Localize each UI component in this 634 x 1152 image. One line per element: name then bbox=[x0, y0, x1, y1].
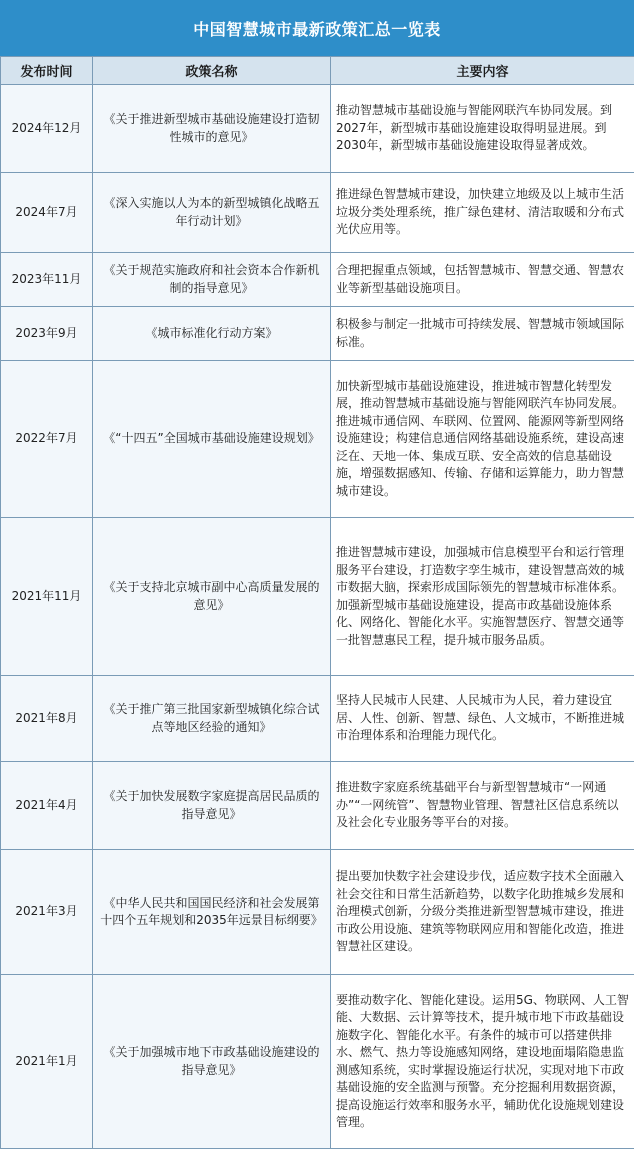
header-date: 发布时间 bbox=[1, 57, 93, 85]
row-content: 合理把握重点领域，包括智慧城市、智慧交通、智慧农业等新型基础设施项目。 bbox=[331, 253, 634, 307]
row-content: 推进绿色智慧城市建设，加快建立地级及以上城市生活垃圾分类处理系统，推广绿色建材、清洁取暖和分布式光伏应用等。 bbox=[331, 173, 634, 253]
row-policy-name: 《城市标准化行动方案》 bbox=[93, 307, 331, 361]
row-date: 2021年4月 bbox=[1, 762, 93, 850]
row-policy-name: 《关于推进新型城市基础设施建设打造韧性城市的意见》 bbox=[93, 85, 331, 173]
row-date: 2022年7月 bbox=[1, 361, 93, 518]
row-date: 2023年11月 bbox=[1, 253, 93, 307]
table-row bbox=[1, 253, 634, 307]
row-policy-name: 《关于加快发展数字家庭提高居民品质的指导意见》 bbox=[93, 762, 331, 850]
row-date: 2021年11月 bbox=[1, 518, 93, 676]
row-policy-name: 《中华人民共和国国民经济和社会发展第十四个五年规划和2035年远景目标纲要》 bbox=[93, 850, 331, 975]
header-content: 主要内容 bbox=[331, 57, 634, 85]
row-content: 推动智慧城市基础设施与智能网联汽车协同发展。到2027年，新型城市基础设施建设取得明显进展。到2030年，新型城市基础设施建设取得显著成效。 bbox=[331, 85, 634, 173]
table-row bbox=[1, 85, 634, 173]
row-policy-name: 《“十四五”全国城市基础设施建设规划》 bbox=[93, 361, 331, 518]
row-date: 2024年7月 bbox=[1, 173, 93, 253]
table-row bbox=[1, 975, 634, 1149]
row-policy-name: 《关于加强城市地下市政基础设施建设的指导意见》 bbox=[93, 975, 331, 1149]
table-row bbox=[1, 361, 634, 518]
row-content: 坚持人民城市人民建、人民城市为人民，着力建设宜居、人性、创新、智慧、绿色、人文城市，不断推进城市治理体系和治理能力现代化。 bbox=[331, 676, 634, 762]
row-date: 2021年1月 bbox=[1, 975, 93, 1149]
table-row bbox=[1, 850, 634, 975]
row-content: 提出要加快数字社会建设步伐，适应数字技术全面融入社会交往和日常生活新趋势，以数字化助推城乡发展和治理模式创新，分级分类推进新型智慧城市建设，推进市政公用设施、建筑等物联网应用和智能化改造，推进智慧社区建设。 bbox=[331, 850, 634, 975]
row-policy-name: 《深入实施以人为本的新型城镇化战略五年行动计划》 bbox=[93, 173, 331, 253]
row-policy-name: 《关于推广第三批国家新型城镇化综合试点等地区经验的通知》 bbox=[93, 676, 331, 762]
row-content: 积极参与制定一批城市可持续发展、智慧城市领域国际标准。 bbox=[331, 307, 634, 361]
row-date: 2024年12月 bbox=[1, 85, 93, 173]
policy-table bbox=[0, 56, 634, 1149]
page-title: 中国智慧城市最新政策汇总一览表 bbox=[0, 0, 634, 56]
table-row bbox=[1, 762, 634, 850]
row-content: 加快新型城市基础设施建设，推进城市智慧化转型发展，推动智慧城市基础设施与智能网联汽车协同发展。推进城市通信网、车联网、位置网、能源网等新型网络设施建设；构建信息通信网络基础设施系统，建设高速泛在、天地一体、集成互联、安全高效的信息基础设施，增强数据感知、传输、存储和运算能力，助力智慧城市建设。 bbox=[331, 361, 634, 518]
table-row bbox=[1, 676, 634, 762]
row-policy-name: 《关于规范实施政府和社会资本合作新机制的指导意见》 bbox=[93, 253, 331, 307]
row-content: 推进数字家庭系统基础平台与新型智慧城市“一网通办”“一网统管”、智慧物业管理、智慧社区信息系统以及社会化专业服务等平台的对接。 bbox=[331, 762, 634, 850]
table-row bbox=[1, 518, 634, 676]
header-name: 政策名称 bbox=[93, 57, 331, 85]
row-date: 2021年3月 bbox=[1, 850, 93, 975]
row-content: 推进智慧城市建设，加强城市信息模型平台和运行管理服务平台建设，打造数字孪生城市，建设智慧高效的城市数据大脑，探索形成国际领先的智慧城市标准体系。加强新型城市基础设施建设，提高市政基础设施体系化、网络化、智能化水平。实施智慧医疗、智慧交通等一批智慧惠民工程，提升城市服务品质。 bbox=[331, 518, 634, 676]
table-row bbox=[1, 307, 634, 361]
row-date: 2021年8月 bbox=[1, 676, 93, 762]
row-date: 2023年9月 bbox=[1, 307, 93, 361]
row-content: 要推动数字化、智能化建设。运用5G、物联网、人工智能、大数据、云计算等技术，提升城市地下市政基础设施数字化、智能化水平。有条件的城市可以搭建供排水、燃气、热力等设施感知网络，建设地面塌陷隐患监测感知系统，实时掌握设施运行状况，实现对地下市政基础设施的安全监测与预警。充分挖掘利用数据资源，提高设施运行效率和服务水平，辅助优化设施规划建设管理。 bbox=[331, 975, 634, 1149]
table-header-row bbox=[1, 57, 634, 85]
row-policy-name: 《关于支持北京城市副中心高质量发展的意见》 bbox=[93, 518, 331, 676]
table-row bbox=[1, 173, 634, 253]
